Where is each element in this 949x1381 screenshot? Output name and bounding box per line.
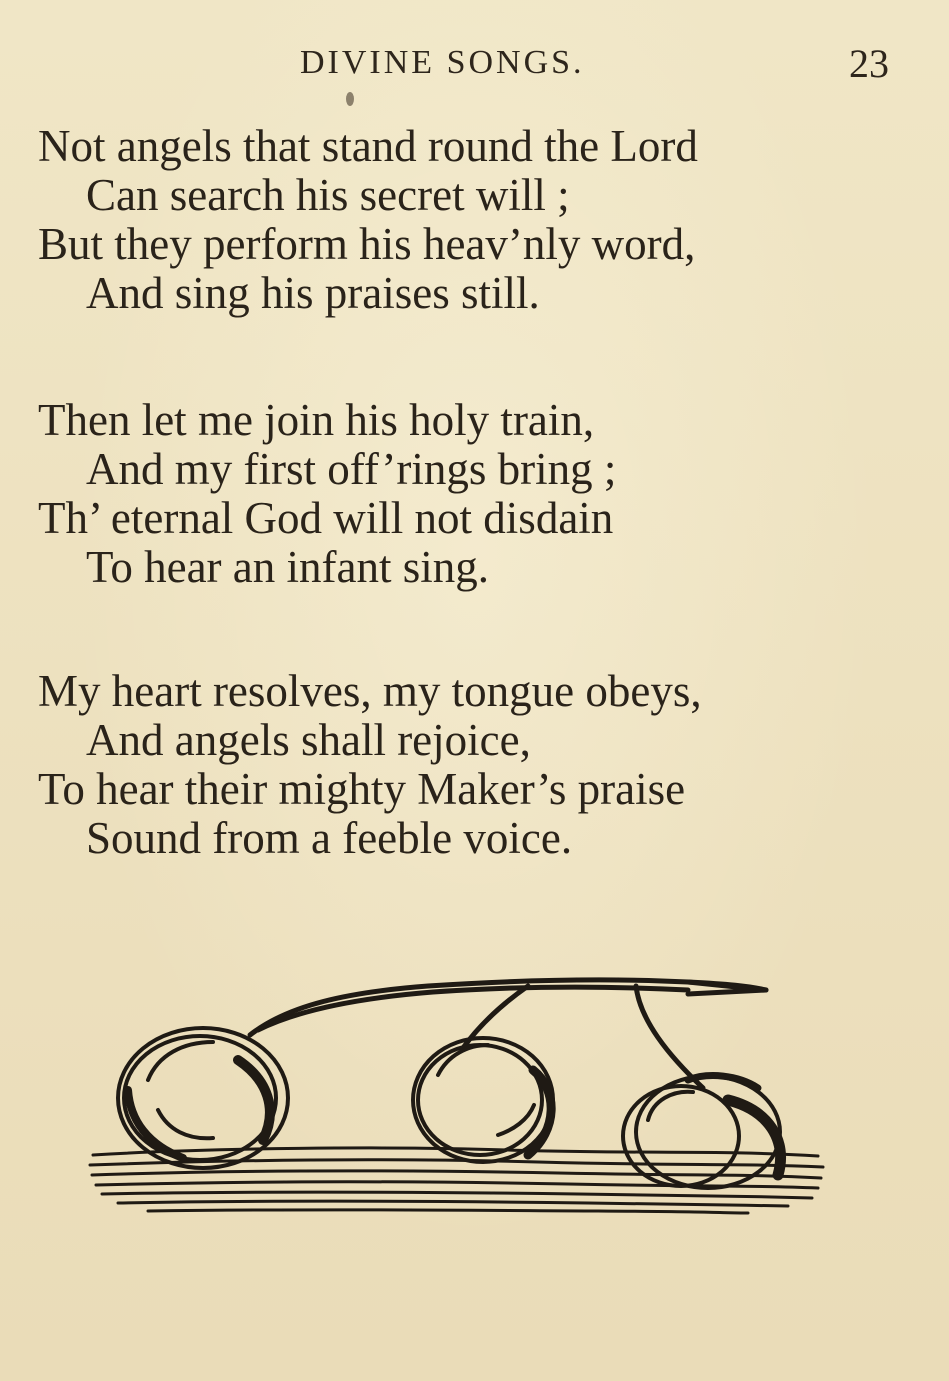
verse-line: To hear an infant sing. <box>86 542 489 592</box>
ink-speck <box>346 92 354 106</box>
verse-line: To hear their mighty Maker’s praise <box>38 764 686 814</box>
cherry-right <box>623 1076 781 1188</box>
verse-line: Th’ eternal God will not disdain <box>38 493 614 543</box>
cherries-vignette-icon <box>88 960 828 1230</box>
verse-line: And sing his praises still. <box>86 268 540 318</box>
verse-line: Sound from a feeble voice. <box>86 813 573 863</box>
cherry-left <box>118 1028 288 1168</box>
verse-line: But they perform his heav’nly word, <box>38 219 696 269</box>
cherry-middle <box>413 1038 553 1162</box>
verse-line: And my first off’rings bring ; <box>86 444 617 494</box>
branch-stem <box>250 980 766 1088</box>
stanza-1 <box>38 122 918 318</box>
verse-line: Can search his secret will ; <box>86 170 570 220</box>
verse-line: My heart resolves, my tongue obeys, <box>38 666 702 716</box>
stanza-3 <box>38 667 918 863</box>
verse-line: Then let me join his holy train, <box>38 395 595 445</box>
page-number: 23 <box>849 41 889 86</box>
verse-line: Not angels that stand round the Lord <box>38 121 698 171</box>
running-head: DIVINE SONGS. <box>300 44 585 81</box>
verse-line: And angels shall rejoice, <box>86 715 531 765</box>
stanza-2 <box>38 396 918 592</box>
